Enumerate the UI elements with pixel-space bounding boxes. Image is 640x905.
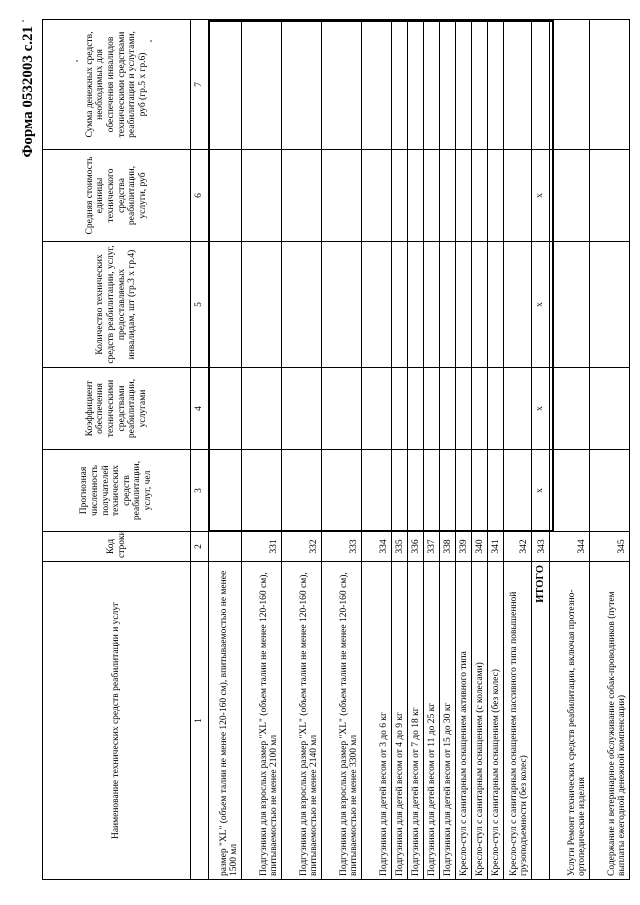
- row-name: Подгузники для детей весом от 11 до 25 кг: [424, 562, 440, 880]
- cell-forecast[interactable]: [488, 450, 504, 532]
- cell-quantity[interactable]: [242, 242, 282, 368]
- cell-quantity[interactable]: [504, 242, 532, 368]
- cell-total-sum[interactable]: [590, 20, 630, 150]
- row-code: 334: [362, 532, 392, 562]
- cell-unit-cost[interactable]: [504, 150, 532, 242]
- cell-quantity[interactable]: [440, 242, 456, 368]
- row-name: Кресло-стул с санитарным оснащением (с колесами): [472, 562, 488, 880]
- cell-coefficient[interactable]: [440, 368, 456, 450]
- cell-forecast[interactable]: [472, 450, 488, 532]
- header-row: [43, 20, 191, 880]
- col-number: 3: [191, 450, 209, 532]
- cell-quantity[interactable]: [282, 242, 322, 368]
- col-number: 4: [191, 368, 209, 450]
- total-quantity: х: [532, 242, 550, 368]
- cell-forecast[interactable]: [456, 450, 472, 532]
- cell-coefficient[interactable]: [550, 368, 590, 450]
- table-body: [209, 20, 630, 880]
- cell-quantity[interactable]: [456, 242, 472, 368]
- cell-unit-cost[interactable]: [424, 150, 440, 242]
- cell-coefficient[interactable]: [282, 368, 322, 450]
- cell-unit-cost[interactable]: [242, 150, 282, 242]
- cell-forecast[interactable]: [242, 450, 282, 532]
- row-name: Подгузники для детей весом от 4 до 9 кг: [392, 562, 408, 880]
- col-number: 2: [191, 532, 209, 562]
- cell-coefficient[interactable]: [472, 368, 488, 450]
- cell-forecast[interactable]: [392, 450, 408, 532]
- cell-unit-cost[interactable]: [408, 150, 424, 242]
- cell-unit-cost[interactable]: [488, 150, 504, 242]
- cell-forecast[interactable]: [424, 450, 440, 532]
- cell-unit-cost[interactable]: [322, 150, 362, 242]
- row-code: 336: [408, 532, 424, 562]
- cell-unit-cost[interactable]: [456, 150, 472, 242]
- cell-forecast[interactable]: [362, 450, 392, 532]
- cell-forecast[interactable]: [590, 450, 630, 532]
- cell-unit-cost[interactable]: [590, 150, 630, 242]
- cell-forecast[interactable]: [550, 450, 590, 532]
- table-row: [242, 20, 282, 880]
- cell-total-sum[interactable]: [550, 20, 590, 150]
- row-code: 342: [504, 532, 532, 562]
- total-sum[interactable]: [532, 20, 550, 150]
- service-name: Содержание и ветеринарное обслуживание собак-проводников (путем выплаты ежегодной денежной компенсации): [590, 562, 630, 880]
- cell-coefficient[interactable]: [456, 368, 472, 450]
- cell-coefficient[interactable]: [590, 368, 630, 450]
- row-code: [209, 532, 242, 562]
- cell-unit-cost[interactable]: [550, 150, 590, 242]
- col-number: 1: [191, 562, 209, 880]
- table-row: [322, 20, 362, 880]
- cell-forecast[interactable]: [322, 450, 362, 532]
- total-coefficient: х: [532, 368, 550, 450]
- cell-coefficient[interactable]: [362, 368, 392, 450]
- table-row: [408, 20, 424, 880]
- cell-coefficient[interactable]: [322, 368, 362, 450]
- row-name: Подгузники для взрослых размер "XL" (объем талии не менее 120-160 см), впитываемостью не менее 2100 мл: [242, 562, 282, 880]
- total-forecast: х: [532, 450, 550, 532]
- cell-total-sum[interactable]: [424, 20, 440, 150]
- total-unit-cost: х: [532, 150, 550, 242]
- header-name: Наименование технических средств реабилитации и услуг: [43, 562, 191, 880]
- table-row: [456, 20, 472, 880]
- cell-forecast[interactable]: [504, 450, 532, 532]
- cell-quantity[interactable]: [209, 242, 242, 368]
- row-name: Подгузники для взрослых размер "XL" (объем талии не менее 120-160 см), впитываемостью не менее 2140 мл: [282, 562, 322, 880]
- cell-total-sum[interactable]: [242, 20, 282, 150]
- table-row: [472, 20, 488, 880]
- col-number: 7: [191, 20, 209, 150]
- cell-unit-cost[interactable]: [209, 150, 242, 242]
- cell-quantity[interactable]: [392, 242, 408, 368]
- cell-total-sum[interactable]: [209, 20, 242, 150]
- cell-total-sum[interactable]: [472, 20, 488, 150]
- header-unit-cost: Средняя стоимость единицы технического средства реабилитации, услуги, руб: [43, 150, 191, 242]
- cell-coefficient[interactable]: [424, 368, 440, 450]
- table-row: [392, 20, 408, 880]
- cell-forecast[interactable]: [209, 450, 242, 532]
- col-number: 5: [191, 242, 209, 368]
- cell-coefficient[interactable]: [392, 368, 408, 450]
- cell-quantity[interactable]: [590, 242, 630, 368]
- row-code: 332: [282, 532, 322, 562]
- row-code: 341: [488, 532, 504, 562]
- row-name: Кресло-стул с санитарным оснащением активного типа: [456, 562, 472, 880]
- row-name: Подгузники для детей весом от 3 до 6 кг: [362, 562, 392, 880]
- cell-quantity[interactable]: [408, 242, 424, 368]
- total-row: [532, 20, 550, 880]
- cell-quantity[interactable]: [488, 242, 504, 368]
- cell-unit-cost[interactable]: [282, 150, 322, 242]
- header-coefficient: Коэффициент обеспечения техническими средствами реабилитации, услугами: [43, 368, 191, 450]
- table-row: [282, 20, 322, 880]
- row-code: 337: [424, 532, 440, 562]
- column-number-row: [191, 20, 209, 880]
- row-name: размер "XL" (объем талии не менее 120-160 см), впитываемостью не менее 1500 мл: [209, 562, 242, 880]
- cell-unit-cost[interactable]: [440, 150, 456, 242]
- cell-quantity[interactable]: [362, 242, 392, 368]
- cell-total-sum[interactable]: [456, 20, 472, 150]
- row-code: 331: [242, 532, 282, 562]
- table-row: [488, 20, 504, 880]
- col-number: 6: [191, 150, 209, 242]
- row-name: Подгузники для взрослых размер "XL" (объем талии не менее 120-160 см), впитываемостью не менее 3300 мл: [322, 562, 362, 880]
- cell-quantity[interactable]: [424, 242, 440, 368]
- rehabilitation-table: [42, 19, 630, 880]
- row-name: Кресло-стул с санитарным оснащением пассивного типа повышенной грузоподъемности (без колес): [504, 562, 532, 880]
- row-name: Подгузники для детей весом от 7 до 18 кг: [408, 562, 424, 880]
- total-code: 343: [532, 532, 550, 562]
- table-row: [209, 20, 242, 880]
- header-quantity: Количество технических средств реабилитации, услуг, предоставляемых инвалидам, шт (гр.3 х гр.4): [43, 242, 191, 368]
- cell-total-sum[interactable]: [408, 20, 424, 150]
- form-number: Форма 0532003 с.21: [20, 26, 36, 158]
- header-code: Код строки: [43, 532, 191, 562]
- header-forecast: Прогнозная численность получателей технических средств реабилитации, услуг, чел: [43, 450, 191, 532]
- service-code: 344: [550, 532, 590, 562]
- cell-quantity[interactable]: [550, 242, 590, 368]
- cell-coefficient[interactable]: [504, 368, 532, 450]
- row-code: 340: [472, 532, 488, 562]
- cell-total-sum[interactable]: [504, 20, 532, 150]
- table-row: [362, 20, 392, 880]
- cell-total-sum[interactable]: [362, 20, 392, 150]
- row-code: 338: [440, 532, 456, 562]
- cell-unit-cost[interactable]: [392, 150, 408, 242]
- cell-coefficient[interactable]: [488, 368, 504, 450]
- service-row: [590, 20, 630, 880]
- table-row: [424, 20, 440, 880]
- cell-forecast[interactable]: [282, 450, 322, 532]
- row-code: 335: [392, 532, 408, 562]
- total-label: ИТОГО: [532, 562, 550, 880]
- row-name: Подгузники для детей весом от 15 до 30 кг: [440, 562, 456, 880]
- cell-coefficient[interactable]: [242, 368, 282, 450]
- cell-unit-cost[interactable]: [362, 150, 392, 242]
- cell-coefficient[interactable]: [408, 368, 424, 450]
- service-code: 345: [590, 532, 630, 562]
- cell-quantity[interactable]: [322, 242, 362, 368]
- cell-quantity[interactable]: [472, 242, 488, 368]
- table-row: [440, 20, 456, 880]
- cell-total-sum[interactable]: [322, 20, 362, 150]
- cell-total-sum[interactable]: [440, 20, 456, 150]
- row-code: 339: [456, 532, 472, 562]
- row-code: 333: [322, 532, 362, 562]
- cell-total-sum[interactable]: [392, 20, 408, 150]
- cell-total-sum[interactable]: [488, 20, 504, 150]
- cell-unit-cost[interactable]: [472, 150, 488, 242]
- cell-total-sum[interactable]: [282, 20, 322, 150]
- service-name: Услуги Ремонт технических средств реабилитации, включая протезно-ортопедические изделия: [550, 562, 590, 880]
- row-name: Кресло-стул с санитарным оснащением (без колес): [488, 562, 504, 880]
- header-total-sum: Сумма денежных средств, необходимых для обеспечения инвалидов техническими средствами реабилитации и услугами, руб (гр.5 х гр.6): [43, 20, 191, 150]
- cell-forecast[interactable]: [408, 450, 424, 532]
- cell-forecast[interactable]: [440, 450, 456, 532]
- rotated-form-sheet: [20, 20, 628, 880]
- cell-coefficient[interactable]: [209, 368, 242, 450]
- service-row: [550, 20, 590, 880]
- table-row: [504, 20, 532, 880]
